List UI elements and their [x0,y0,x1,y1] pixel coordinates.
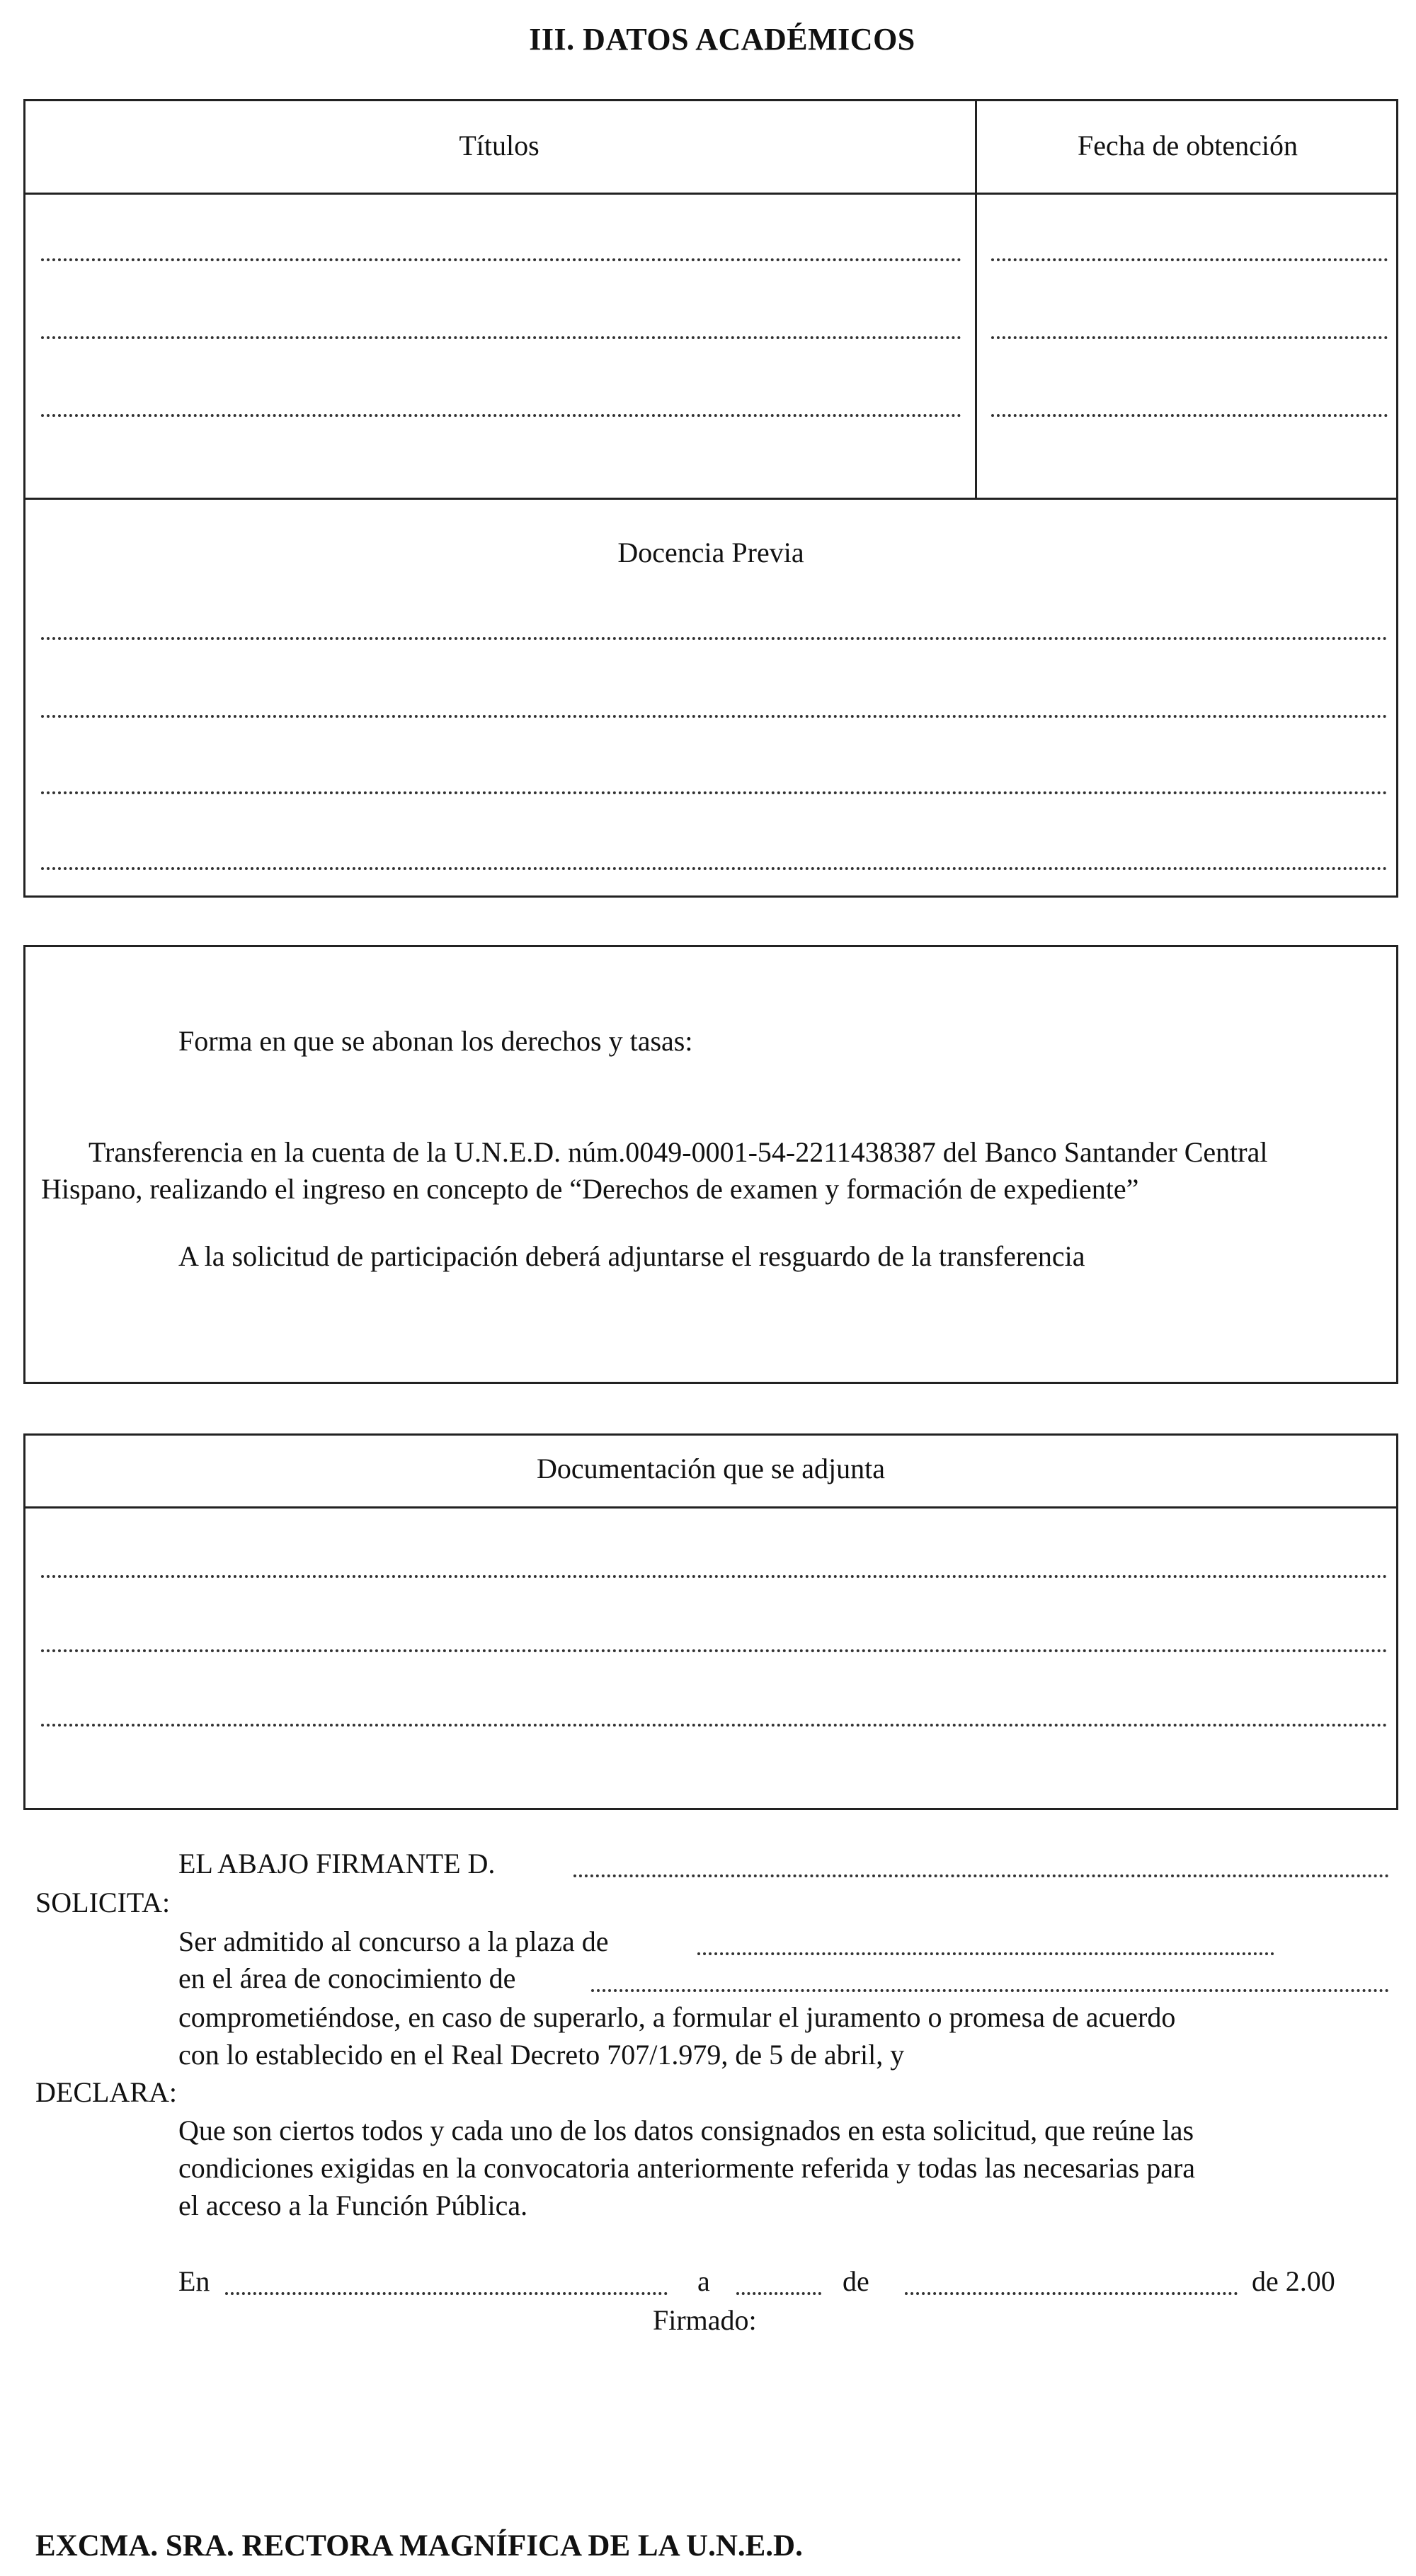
declara-line-2: condiciones exigidas en la convocatoria anteriormente referida y todas las necesarias para [178,2152,1196,2184]
solicita-label: SOLICITA: [35,1887,171,1918]
docencia-line-3[interactable] [41,791,1388,794]
place-a-label: a [697,2265,710,2297]
place-de-label: de [843,2265,869,2297]
area-field[interactable] [591,1989,1389,1992]
documentation-heading: Documentación que se adjunta [536,1453,886,1484]
fecha-line-2[interactable] [991,336,1388,339]
documentation-line-3[interactable] [41,1724,1388,1727]
column-header-titulos: Títulos [459,130,539,161]
addressee: EXCMA. SRA. RECTORA MAGNÍFICA DE LA U.N.E.D. [35,2529,803,2563]
documentation-line-2[interactable] [41,1649,1388,1652]
docencia-previa-heading: Docencia Previa [617,537,804,568]
section-title: III. DATOS ACADÉMICOS [529,22,915,57]
declara-line-3: el acceso a la Función Pública. [178,2189,528,2221]
titulos-line-3[interactable] [41,414,961,417]
plaza-field[interactable] [697,1952,1274,1955]
month-field[interactable] [905,2292,1238,2295]
documentation-header-divider [23,1506,1398,1509]
documentation-line-1[interactable] [41,1575,1388,1578]
table-header-divider [23,193,1398,195]
attach-note: A la solicitud de participación deberá adjuntarse el resguardo de la transferencia [178,1240,1085,1272]
docencia-line-4[interactable] [41,867,1388,870]
commit-line-1: comprometiéndose, en caso de superarlo, a formular el juramento o promesa de acuerdo [178,2001,1176,2033]
commit-line-2: con lo establecido en el Real Decreto 707/1.979, de 5 de abril, y [178,2039,905,2071]
year-label: de 2.00 [1252,2265,1335,2297]
documentation-box [23,1433,1398,1810]
day-field[interactable] [736,2292,821,2295]
transfer-text-line-2: Hispano, realizando el ingreso en concepto de “Derechos de examen y formación de expediente” [41,1173,1139,1205]
signer-name-field[interactable] [573,1874,1389,1877]
docencia-line-1[interactable] [41,637,1388,640]
place-field[interactable] [225,2292,668,2295]
signer-label: EL ABAJO FIRMANTE D. [178,1848,496,1879]
fecha-line-1[interactable] [991,258,1388,261]
transfer-text-line-1: Transferencia en la cuenta de la U.N.E.D. núm.0049-0001-54-2211438387 del Banco Santander Central [88,1136,1268,1168]
column-header-fecha: Fecha de obtención [1078,130,1298,161]
signed-label: Firmado: [653,2304,757,2336]
declara-label: DECLARA: [35,2076,177,2108]
area-label: en el área de conocimiento de [178,1962,516,1994]
declara-line-1: Que son ciertos todos y cada uno de los datos consignados en esta solicitud, que reúne las [178,2114,1194,2146]
payment-heading: Forma en que se abonan los derechos y tasas: [178,1025,693,1057]
docencia-line-2[interactable] [41,715,1388,718]
place-en-label: En [178,2265,210,2297]
titulos-line-2[interactable] [41,336,961,339]
fecha-line-3[interactable] [991,414,1388,417]
admit-label: Ser admitido al concurso a la plaza de [178,1925,609,1957]
table-docencia-divider [23,498,1398,500]
signature-area[interactable] [496,2350,991,2478]
titulos-line-1[interactable] [41,258,961,261]
